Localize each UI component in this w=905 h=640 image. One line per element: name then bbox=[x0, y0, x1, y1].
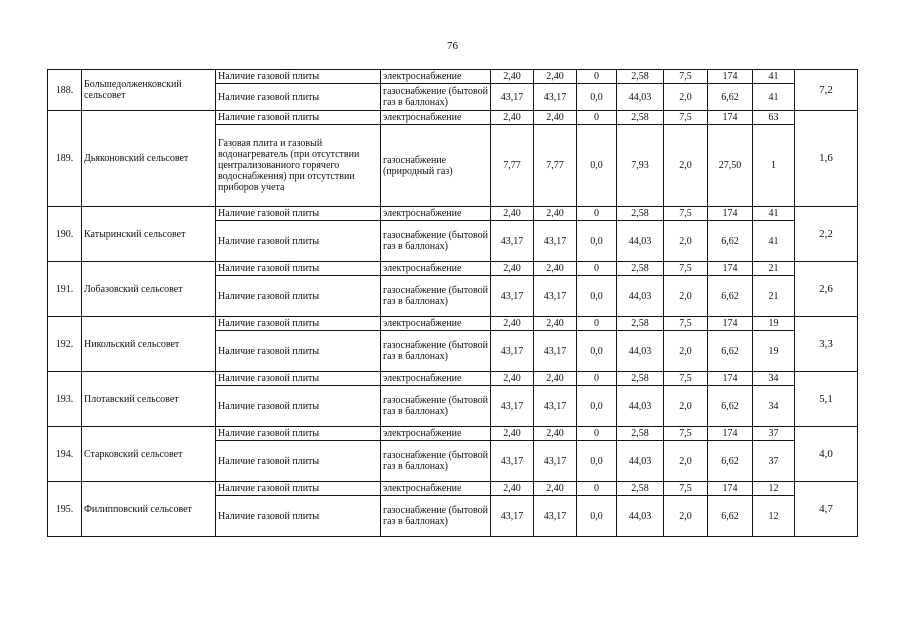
condition-cell: Наличие газовой плиты bbox=[216, 372, 381, 386]
value-7-cell: 41 bbox=[753, 70, 795, 84]
value-3-cell: 0 bbox=[577, 262, 617, 276]
condition-cell: Наличие газовой плиты bbox=[216, 262, 381, 276]
condition-cell: Наличие газовой плиты bbox=[216, 317, 381, 331]
value-1-cell: 43,17 bbox=[491, 331, 534, 372]
value-3-cell: 0,0 bbox=[577, 84, 617, 111]
value-7-cell: 63 bbox=[753, 111, 795, 125]
settlement-name: Дьяконовский сельсовет bbox=[82, 111, 216, 207]
settlement-name: Большедолженковский сельсовет bbox=[82, 70, 216, 111]
value-1-cell: 2,40 bbox=[491, 372, 534, 386]
row-number: 190. bbox=[48, 207, 82, 262]
value-2-cell: 43,17 bbox=[534, 496, 577, 537]
condition-cell: Наличие газовой плиты bbox=[216, 207, 381, 221]
resource-cell: электроснабжение bbox=[381, 111, 491, 125]
condition-cell: Наличие газовой плиты bbox=[216, 84, 381, 111]
value-6-cell: 6,62 bbox=[708, 84, 753, 111]
value-2-cell: 43,17 bbox=[534, 386, 577, 427]
settlement-name: Никольский сельсовет bbox=[82, 317, 216, 372]
value-4-cell: 44,03 bbox=[617, 331, 664, 372]
value-7-cell: 34 bbox=[753, 372, 795, 386]
value-3-cell: 0,0 bbox=[577, 496, 617, 537]
value-7-cell: 1 bbox=[753, 125, 795, 207]
value-6-cell: 174 bbox=[708, 317, 753, 331]
settlement-name: Плотавский сельсовет bbox=[82, 372, 216, 427]
total-value: 1,6 bbox=[795, 111, 858, 207]
total-value: 3,3 bbox=[795, 317, 858, 372]
value-4-cell: 44,03 bbox=[617, 496, 664, 537]
resource-cell: электроснабжение bbox=[381, 372, 491, 386]
value-3-cell: 0,0 bbox=[577, 125, 617, 207]
value-1-cell: 43,17 bbox=[491, 276, 534, 317]
value-3-cell: 0,0 bbox=[577, 441, 617, 482]
total-value: 5,1 bbox=[795, 372, 858, 427]
value-4-cell: 2,58 bbox=[617, 262, 664, 276]
value-3-cell: 0 bbox=[577, 372, 617, 386]
condition-cell: Наличие газовой плиты bbox=[216, 496, 381, 537]
value-7-cell: 41 bbox=[753, 221, 795, 262]
value-5-cell: 2,0 bbox=[664, 441, 708, 482]
value-4-cell: 2,58 bbox=[617, 317, 664, 331]
value-2-cell: 2,40 bbox=[534, 111, 577, 125]
value-2-cell: 2,40 bbox=[534, 372, 577, 386]
settlement-name: Катыринский сельсовет bbox=[82, 207, 216, 262]
table-row bbox=[48, 207, 858, 221]
value-4-cell: 44,03 bbox=[617, 276, 664, 317]
condition-cell: Наличие газовой плиты bbox=[216, 482, 381, 496]
value-3-cell: 0 bbox=[577, 427, 617, 441]
value-6-cell: 6,62 bbox=[708, 441, 753, 482]
value-4-cell: 2,58 bbox=[617, 482, 664, 496]
resource-cell: газоснабжение (бытовой газ в баллонах) bbox=[381, 441, 491, 482]
resource-cell: электроснабжение bbox=[381, 482, 491, 496]
value-2-cell: 43,17 bbox=[534, 331, 577, 372]
value-5-cell: 2,0 bbox=[664, 331, 708, 372]
value-1-cell: 2,40 bbox=[491, 70, 534, 84]
value-5-cell: 2,0 bbox=[664, 386, 708, 427]
value-1-cell: 43,17 bbox=[491, 386, 534, 427]
resource-cell: электроснабжение bbox=[381, 427, 491, 441]
condition-cell: Наличие газовой плиты bbox=[216, 441, 381, 482]
table-row bbox=[48, 262, 858, 276]
value-6-cell: 6,62 bbox=[708, 276, 753, 317]
value-7-cell: 41 bbox=[753, 207, 795, 221]
value-6-cell: 174 bbox=[708, 70, 753, 84]
value-1-cell: 43,17 bbox=[491, 221, 534, 262]
row-number: 188. bbox=[48, 70, 82, 111]
value-5-cell: 2,0 bbox=[664, 221, 708, 262]
row-number: 193. bbox=[48, 372, 82, 427]
value-1-cell: 2,40 bbox=[491, 427, 534, 441]
value-6-cell: 27,50 bbox=[708, 125, 753, 207]
condition-cell: Наличие газовой плиты bbox=[216, 221, 381, 262]
settlement-name: Филипповский сельсовет bbox=[82, 482, 216, 537]
value-3-cell: 0 bbox=[577, 207, 617, 221]
value-3-cell: 0,0 bbox=[577, 221, 617, 262]
table-row bbox=[48, 70, 858, 84]
value-7-cell: 37 bbox=[753, 441, 795, 482]
value-4-cell: 2,58 bbox=[617, 111, 664, 125]
table-row bbox=[48, 482, 858, 496]
condition-cell: Наличие газовой плиты bbox=[216, 111, 381, 125]
value-2-cell: 2,40 bbox=[534, 317, 577, 331]
value-6-cell: 174 bbox=[708, 482, 753, 496]
value-5-cell: 2,0 bbox=[664, 276, 708, 317]
value-2-cell: 2,40 bbox=[534, 482, 577, 496]
value-7-cell: 21 bbox=[753, 262, 795, 276]
value-6-cell: 174 bbox=[708, 427, 753, 441]
value-3-cell: 0 bbox=[577, 482, 617, 496]
value-4-cell: 2,58 bbox=[617, 207, 664, 221]
value-3-cell: 0 bbox=[577, 317, 617, 331]
condition-cell: Наличие газовой плиты bbox=[216, 331, 381, 372]
value-7-cell: 21 bbox=[753, 276, 795, 317]
value-7-cell: 12 bbox=[753, 482, 795, 496]
table-row bbox=[48, 372, 858, 386]
value-4-cell: 44,03 bbox=[617, 441, 664, 482]
value-1-cell: 7,77 bbox=[491, 125, 534, 207]
table-row bbox=[48, 317, 858, 331]
value-5-cell: 7,5 bbox=[664, 372, 708, 386]
value-3-cell: 0 bbox=[577, 111, 617, 125]
value-1-cell: 2,40 bbox=[491, 207, 534, 221]
value-6-cell: 174 bbox=[708, 207, 753, 221]
table-row bbox=[48, 111, 858, 125]
value-5-cell: 7,5 bbox=[664, 482, 708, 496]
condition-cell: Наличие газовой плиты bbox=[216, 386, 381, 427]
value-5-cell: 7,5 bbox=[664, 427, 708, 441]
resource-cell: газоснабжение (бытовой газ в баллонах) bbox=[381, 221, 491, 262]
settlement-name: Старковский сельсовет bbox=[82, 427, 216, 482]
row-number: 192. bbox=[48, 317, 82, 372]
value-7-cell: 41 bbox=[753, 84, 795, 111]
value-6-cell: 174 bbox=[708, 262, 753, 276]
condition-cell: Газовая плита и газовый водонагреватель (при отсутствии централизованиого горячего водоснабжения) при отсутствии приборов учета bbox=[216, 125, 381, 207]
value-5-cell: 7,5 bbox=[664, 262, 708, 276]
value-5-cell: 7,5 bbox=[664, 111, 708, 125]
condition-cell: Наличие газовой плиты bbox=[216, 427, 381, 441]
value-2-cell: 43,17 bbox=[534, 84, 577, 111]
page-number: 76 bbox=[447, 40, 458, 52]
value-4-cell: 44,03 bbox=[617, 221, 664, 262]
value-3-cell: 0 bbox=[577, 70, 617, 84]
resource-cell: электроснабжение bbox=[381, 207, 491, 221]
value-1-cell: 2,40 bbox=[491, 111, 534, 125]
row-number: 189. bbox=[48, 111, 82, 207]
total-value: 2,6 bbox=[795, 262, 858, 317]
value-4-cell: 44,03 bbox=[617, 386, 664, 427]
value-5-cell: 7,5 bbox=[664, 70, 708, 84]
value-3-cell: 0,0 bbox=[577, 276, 617, 317]
value-1-cell: 2,40 bbox=[491, 262, 534, 276]
value-2-cell: 2,40 bbox=[534, 70, 577, 84]
total-value: 4,0 bbox=[795, 427, 858, 482]
value-1-cell: 2,40 bbox=[491, 317, 534, 331]
value-2-cell: 2,40 bbox=[534, 427, 577, 441]
value-4-cell: 7,93 bbox=[617, 125, 664, 207]
resource-cell: электроснабжение bbox=[381, 317, 491, 331]
total-value: 2,2 bbox=[795, 207, 858, 262]
value-2-cell: 43,17 bbox=[534, 221, 577, 262]
value-5-cell: 7,5 bbox=[664, 207, 708, 221]
value-7-cell: 34 bbox=[753, 386, 795, 427]
value-6-cell: 6,62 bbox=[708, 496, 753, 537]
resource-cell: газоснабжение (бытовой газ в баллонах) bbox=[381, 84, 491, 111]
value-2-cell: 43,17 bbox=[534, 441, 577, 482]
total-value: 7,2 bbox=[795, 70, 858, 111]
resource-cell: газоснабжение (бытовой газ в баллонах) bbox=[381, 276, 491, 317]
resource-cell: газоснабжение (бытовой газ в баллонах) bbox=[381, 386, 491, 427]
value-1-cell: 43,17 bbox=[491, 84, 534, 111]
resource-cell: газоснабжение (бытовой газ в баллонах) bbox=[381, 496, 491, 537]
value-4-cell: 2,58 bbox=[617, 427, 664, 441]
value-5-cell: 2,0 bbox=[664, 125, 708, 207]
value-5-cell: 7,5 bbox=[664, 317, 708, 331]
table-row bbox=[48, 427, 858, 441]
resource-cell: газоснабжение (бытовой газ в баллонах) bbox=[381, 331, 491, 372]
value-6-cell: 6,62 bbox=[708, 386, 753, 427]
resource-cell: газоснабжение (природный газ) bbox=[381, 125, 491, 207]
value-4-cell: 44,03 bbox=[617, 84, 664, 111]
value-7-cell: 19 bbox=[753, 317, 795, 331]
value-7-cell: 37 bbox=[753, 427, 795, 441]
condition-cell: Наличие газовой плиты bbox=[216, 276, 381, 317]
total-value: 4,7 bbox=[795, 482, 858, 537]
value-3-cell: 0,0 bbox=[577, 331, 617, 372]
value-7-cell: 19 bbox=[753, 331, 795, 372]
tariff-table bbox=[47, 69, 858, 537]
value-4-cell: 2,58 bbox=[617, 372, 664, 386]
resource-cell: электроснабжение bbox=[381, 262, 491, 276]
row-number: 191. bbox=[48, 262, 82, 317]
value-1-cell: 43,17 bbox=[491, 441, 534, 482]
value-2-cell: 7,77 bbox=[534, 125, 577, 207]
resource-cell: электроснабжение bbox=[381, 70, 491, 84]
value-1-cell: 43,17 bbox=[491, 496, 534, 537]
value-2-cell: 43,17 bbox=[534, 276, 577, 317]
value-6-cell: 174 bbox=[708, 111, 753, 125]
value-5-cell: 2,0 bbox=[664, 496, 708, 537]
value-1-cell: 2,40 bbox=[491, 482, 534, 496]
value-4-cell: 2,58 bbox=[617, 70, 664, 84]
value-2-cell: 2,40 bbox=[534, 262, 577, 276]
row-number: 195. bbox=[48, 482, 82, 537]
value-6-cell: 6,62 bbox=[708, 331, 753, 372]
value-6-cell: 174 bbox=[708, 372, 753, 386]
settlement-name: Лобазовский сельсовет bbox=[82, 262, 216, 317]
value-2-cell: 2,40 bbox=[534, 207, 577, 221]
condition-cell: Наличие газовой плиты bbox=[216, 70, 381, 84]
value-6-cell: 6,62 bbox=[708, 221, 753, 262]
value-3-cell: 0,0 bbox=[577, 386, 617, 427]
row-number: 194. bbox=[48, 427, 82, 482]
value-7-cell: 12 bbox=[753, 496, 795, 537]
value-5-cell: 2,0 bbox=[664, 84, 708, 111]
